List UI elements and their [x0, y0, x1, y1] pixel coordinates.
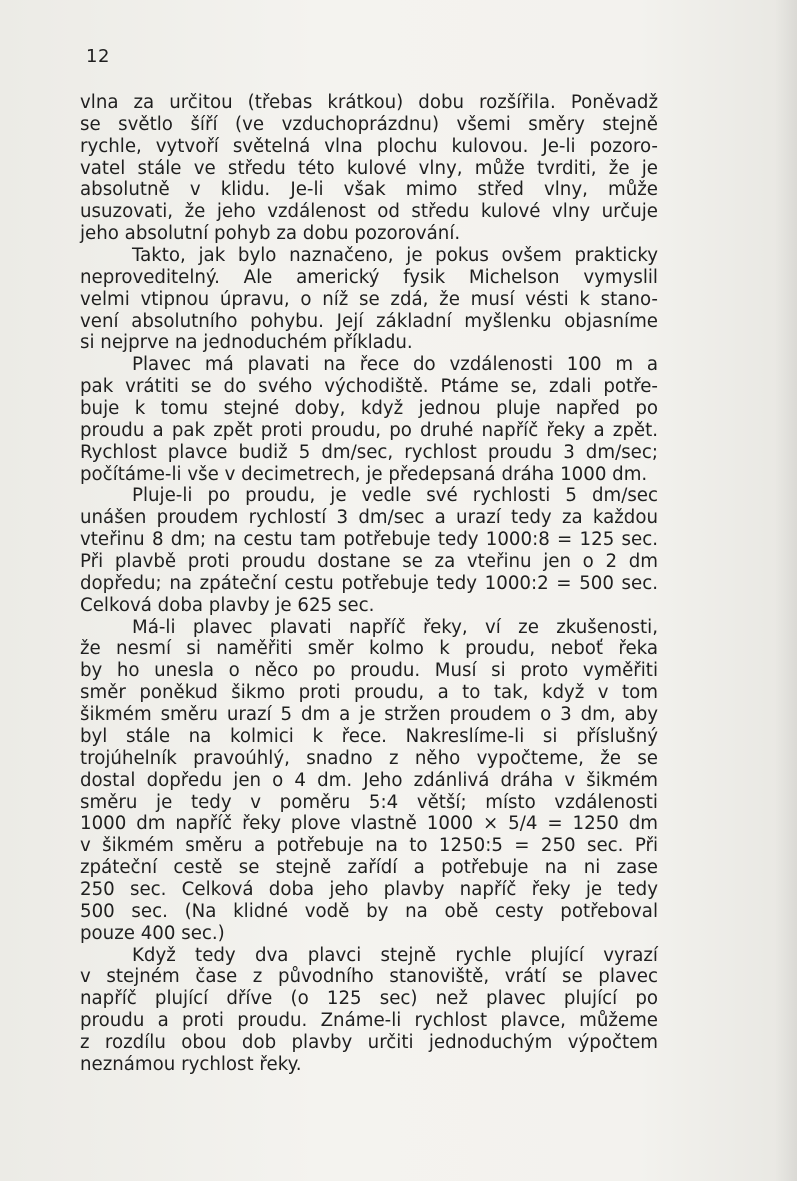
- text-line: Pluje-li po proudu, je vedle své rychlosti 5 dm/sec: [132, 485, 658, 507]
- text-line: proudu a proti proudu. Známe-li rychlost plavce, můžeme: [80, 1010, 658, 1032]
- text-line: v šikmém směru a potřebuje na to 1250:5 = 250 sec. Při: [80, 835, 658, 857]
- paragraph: [80, 485, 658, 616]
- text-line: Rychlost plavce budiž 5 dm/sec, rychlost proudu 3 dm/sec;: [80, 441, 658, 463]
- text-line: z rozdílu obou dob plavby určiti jednoduchým výpočtem: [80, 1031, 658, 1053]
- text-line: Má-li plavec plavati napříč řeky, ví ze zkušenosti,: [132, 616, 658, 638]
- text-line: trojúhelník pravoúhlý, snadno z něho vypočteme, že se: [80, 747, 658, 769]
- text-line: počítáme-li vše v decimetrech, je předepsaná dráha 1000 dm.: [80, 463, 648, 485]
- text-line: Plavec má plavati na řece do vzdálenosti 100 m a: [132, 354, 658, 376]
- text-line: Celková doba plavby je 625 sec.: [80, 594, 375, 616]
- text-line: napříč plující dříve (o 125 sec) než plavec plující po: [80, 988, 658, 1010]
- paragraph: [80, 92, 658, 245]
- text-line: 1000 dm napříč řeky plove vlastně 1000 × 5/4 = 1250 dm: [80, 813, 658, 835]
- text-line: pak vrátiti se do svého východiště. Ptáme se, zdali potře-: [80, 376, 658, 398]
- page-number: 12: [86, 46, 110, 67]
- text-line: Při plavbě proti proudu dostane se za vteřinu jen o 2 dm: [80, 551, 658, 573]
- paragraph: [80, 245, 658, 354]
- text-line: dostal dopředu jen o 4 dm. Jeho zdánlivá dráha v šikmém: [80, 769, 658, 791]
- text-line: velmi vtipnou úpravu, o níž se zdá, že musí vésti k stano-: [80, 288, 658, 310]
- text-line: vení absolutního pohybu. Její základní myšlenku objasníme: [80, 310, 658, 332]
- text-line: proudu a pak zpět proti proudu, po druhé napříč řeky a zpět.: [80, 419, 658, 441]
- paragraph: [80, 945, 658, 1076]
- text-line: 250 sec. Celková doba jeho plavby napříč řeky je tedy: [80, 878, 658, 900]
- text-line: by ho unesla o něco po proudu. Musí si proto vyměřiti: [80, 660, 658, 682]
- text-line: buje k tomu stejné doby, když jednou pluje napřed po: [80, 398, 658, 420]
- text-line: 500 sec. (Na klidné vodě by na obě cesty potřeboval: [80, 900, 658, 922]
- text-line: dopředu; na zpáteční cestu potřebuje tedy 1000:2 = 500 sec.: [80, 572, 658, 594]
- text-line: že nesmí si naměřiti směr kolmo k proudu, neboť řeka: [80, 638, 658, 660]
- text-line: v stejném čase z původního stanoviště, vrátí se plavec: [80, 966, 658, 988]
- text-line: vlna za určitou (třebas krátkou) dobu rozšířila. Poněvadž: [80, 92, 658, 113]
- text-line: zpáteční cestě se stejně zařídí a potřebuje na ni zase: [80, 857, 658, 879]
- text-line: neznámou rychlost řeky.: [80, 1053, 302, 1075]
- text-line: rychle, vytvoří světelná vlna plochu kulovou. Je-li pozoro-: [80, 135, 658, 157]
- text-line: usuzovati, že jeho vzdálenost od středu kulové vlny určuje: [80, 201, 658, 223]
- body-text: [80, 92, 658, 1076]
- text-line: směr poněkud šikmo proti proudu, a to tak, když v tom: [80, 682, 658, 704]
- text-line: absolutně v klidu. Je-li však mimo střed vlny, může: [80, 179, 658, 201]
- text-line: pouze 400 sec.): [80, 922, 225, 944]
- text-line: jeho absolutní pohyb za dobu pozorování.: [80, 223, 461, 245]
- text-line: unášen proudem rychlostí 3 dm/sec a urazí tedy za každou: [80, 507, 658, 529]
- paragraph: [80, 617, 658, 945]
- text-line: Takto, jak bylo naznačeno, je pokus ovšem prakticky: [132, 245, 658, 267]
- page-edge-shadow: [775, 0, 797, 1181]
- text-line: vteřinu 8 dm; na cestu tam potřebuje tedy 1000:8 = 125 sec.: [80, 529, 658, 551]
- text-line: neproveditelný. Ale americký fysik Michelson vymyslil: [80, 266, 658, 288]
- text-line: si nejprve na jednoduchém příkladu.: [80, 332, 413, 354]
- text-line: vatel stále ve středu této kulové vlny, může tvrditi, že je: [80, 157, 658, 179]
- text-line: se světlo šíří (ve vzduchoprázdnu) všemi směry stejně: [80, 113, 658, 135]
- text-line: šikmém směru urazí 5 dm a je stržen proudem o 3 dm, aby: [80, 704, 658, 726]
- text-line: Když tedy dva plavci stejně rychle plující vyrazí: [132, 944, 658, 966]
- paragraph: [80, 354, 658, 485]
- text-line: byl stále na kolmici k řece. Nakreslíme-li si příslušný: [80, 725, 658, 747]
- text-line: směru je tedy v poměru 5:4 větší; místo vzdálenosti: [80, 791, 658, 813]
